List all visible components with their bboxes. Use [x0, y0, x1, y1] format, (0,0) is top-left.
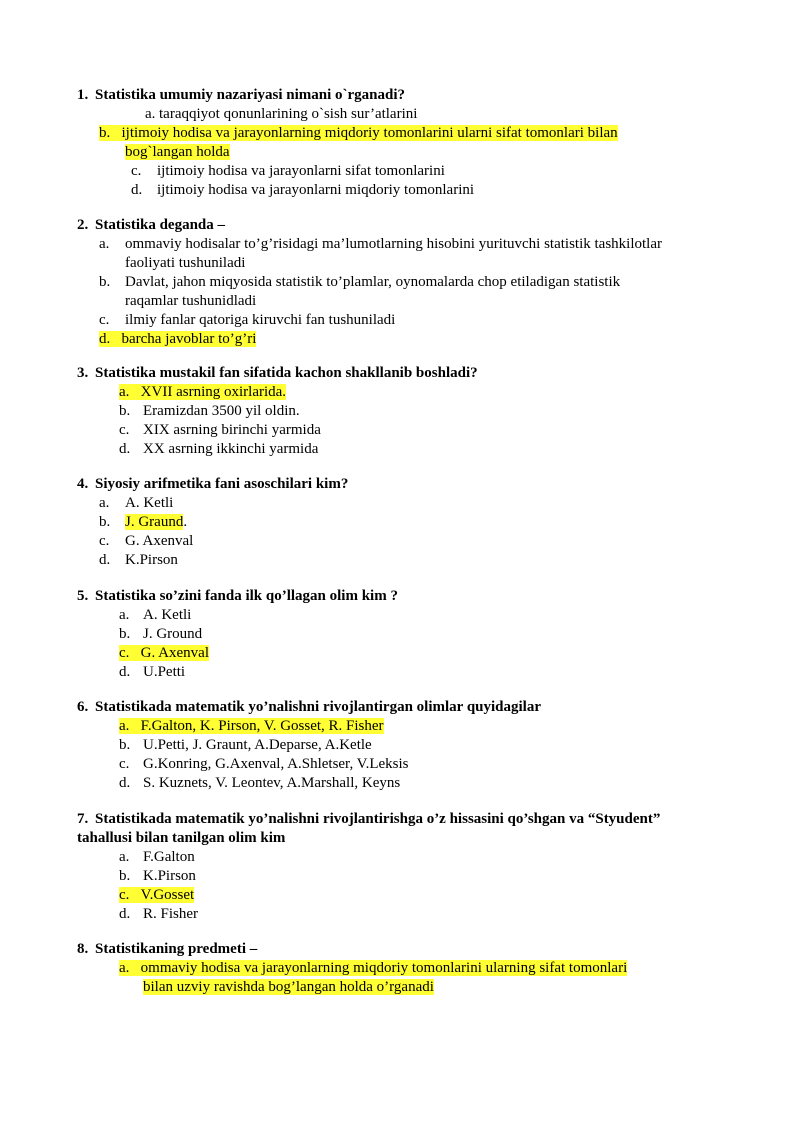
question-text: Siyosiy arifmetika fani asoschilari kim? [95, 476, 349, 492]
option-letter: c. [119, 756, 130, 772]
option-d [119, 774, 737, 793]
question-text: Statistika mustakil fan sifatida kachon shakllanib boshladi? [95, 365, 478, 381]
question-title [77, 475, 737, 494]
option-text: XIX asrning birinchi yarmida [143, 422, 321, 438]
question-1 [77, 86, 737, 200]
option-text: A. Ketli [125, 495, 174, 511]
question-title [77, 810, 737, 829]
option-d [119, 663, 737, 682]
option-b [119, 625, 737, 644]
option-letter: b. [119, 737, 131, 753]
option-letter: b. [119, 403, 131, 419]
question-number: 2. [77, 217, 89, 233]
option-text: G. Axenval [125, 533, 194, 549]
option-letter: d. [119, 441, 131, 457]
question-title [77, 940, 737, 959]
option-text-continuation: faoliyati tushuniladi [125, 255, 246, 271]
option-b [119, 402, 737, 421]
option-letter: b. [119, 626, 131, 642]
option-text: XX asrning ikkinchi yarmida [143, 441, 319, 457]
option-d [99, 330, 737, 349]
option-letter: a. [119, 849, 130, 865]
option-text: K.Pirson [143, 868, 196, 884]
option-text: ijtimoiy hodisa va jarayonlarni sifat tomonlarini [157, 163, 445, 179]
option-letter: d. [119, 906, 131, 922]
option-letter: b. [99, 274, 111, 290]
option-text: taraqqiyot qonunlarining o`sish sur’atlarini [159, 106, 418, 122]
option-c [119, 644, 737, 663]
question-title [77, 587, 737, 606]
question-text: Statistika deganda – [95, 217, 226, 233]
question-title [77, 698, 737, 717]
option-letter: a. [119, 607, 130, 623]
question-4 [77, 475, 737, 570]
question-title-continuation: tahallusi bilan tanilgan olim kim [77, 830, 286, 846]
option-b [99, 124, 737, 162]
option-text: K.Pirson [125, 552, 178, 568]
question-number: 7. [77, 811, 89, 827]
option-letter: b. [99, 125, 111, 141]
question-6 [77, 698, 737, 793]
option-b [119, 867, 737, 886]
option-text: U.Petti [143, 664, 186, 680]
option-text: ijtimoiy hodisa va jarayonlarning miqdoriy tomonlarini ularni sifat tomonlari bilan [121, 125, 618, 141]
option-letter: c. [119, 422, 130, 438]
option-a [119, 959, 737, 997]
question-number: 6. [77, 699, 89, 715]
option-b [99, 273, 737, 311]
question-text: Statistika so’zini fanda ilk qo’llagan olim kim ? [95, 588, 398, 604]
option-text: ilmiy fanlar qatoriga kiruvchi fan tushuniladi [125, 312, 396, 328]
question-text: Statistikaning predmeti – [95, 941, 258, 957]
option-a [119, 383, 737, 402]
option-d [119, 440, 737, 459]
option-letter: a. [99, 495, 110, 511]
option-letter: d. [131, 182, 143, 198]
option-text: S. Kuznets, V. Leontev, A.Marshall, Keyns [143, 775, 401, 791]
question-text: Statistika umumiy nazariyasi nimani o`rganadi? [95, 87, 406, 103]
option-a [99, 235, 737, 273]
option-d [99, 551, 737, 570]
option-text: A. Ketli [143, 607, 192, 623]
option-letter: d. [119, 775, 131, 791]
question-8 [77, 940, 737, 997]
option-c [99, 532, 737, 551]
option-letter: a. [119, 718, 130, 734]
option-text-continuation: bog`langan holda [125, 144, 230, 160]
option-text: G.Konring, G.Axenval, A.Shletser, V.Leksis [143, 756, 409, 772]
question-3 [77, 364, 737, 459]
option-text-continuation: raqamlar tushunidladi [125, 293, 257, 309]
option-letter: c. [99, 533, 110, 549]
option-a [119, 606, 737, 625]
question-title [77, 86, 737, 105]
option-text: V.Gosset [140, 887, 195, 903]
question-number: 3. [77, 365, 89, 381]
option-text: F.Galton, K. Pirson, V. Gosset, R. Fisher [140, 718, 384, 734]
question-number: 1. [77, 87, 89, 103]
option-text: barcha javoblar to’g’ri [121, 331, 257, 347]
question-number: 5. [77, 588, 89, 604]
option-text: ommaviy hodisa va jarayonlarning miqdoriy tomonlarini ularning sifat tomonlari [140, 960, 628, 976]
option-text: ijtimoiy hodisa va jarayonlarni miqdoriy tomonlarini [157, 182, 475, 198]
option-c [119, 755, 737, 774]
option-c [131, 162, 737, 181]
option-text: J. Graund [125, 514, 184, 530]
option-text: R. Fisher [143, 906, 199, 922]
option-d [119, 905, 737, 924]
option-text: G. Axenval [140, 645, 209, 661]
option-b [99, 513, 737, 532]
question-title [77, 364, 737, 383]
option-text: U.Petti, J. Graunt, A.Deparse, A.Ketle [143, 737, 372, 753]
option-c [99, 311, 737, 330]
option-letter: c. [119, 887, 130, 903]
option-text-continuation: bilan uzviy ravishda bog’langan holda o’rganadi [143, 979, 434, 995]
question-7 [77, 810, 737, 924]
question-title [77, 216, 737, 235]
option-text: J. Ground [143, 626, 203, 642]
option-text: ommaviy hodisalar to’g’risidagi ma’lumotlarning hisobini yurituvchi statistik tashkilotlar [125, 236, 663, 252]
option-a [99, 494, 737, 513]
question-text: Statistikada matematik yo’nalishni rivojlantirgan olimlar quyidagilar [95, 699, 542, 715]
option-text-suffix: . [183, 514, 188, 530]
option-text: Eramizdan 3500 yil oldin. [143, 403, 300, 419]
question-text: Statistikada matematik yo’nalishni rivojlantirishga o’z hissasini qo’shgan va “Styudent” [95, 811, 661, 827]
option-c [119, 886, 737, 905]
question-5 [77, 587, 737, 682]
option-a [119, 717, 737, 736]
question-number: 8. [77, 941, 89, 957]
question-2 [77, 216, 737, 349]
option-letter: c. [119, 645, 130, 661]
option-letter: c. [99, 312, 110, 328]
option-letter: b. [119, 868, 131, 884]
option-a [119, 848, 737, 867]
option-letter: d. [99, 331, 111, 347]
question-number: 4. [77, 476, 89, 492]
option-text: F.Galton [143, 849, 195, 865]
option-text: Davlat, jahon miqyosida statistik to’plamlar, oynomalarda chop etiladigan statistik [125, 274, 621, 290]
option-d [131, 181, 737, 200]
option-c [119, 421, 737, 440]
option-letter: b. [99, 514, 111, 530]
option-letter: d. [99, 552, 111, 568]
option-a [145, 105, 737, 124]
option-letter: c. [131, 163, 142, 179]
option-letter: a. [119, 960, 130, 976]
option-letter: a. [99, 236, 110, 252]
option-text: XVII asrning oxirlarida. [140, 384, 287, 400]
option-letter: a. [145, 106, 156, 122]
option-letter: d. [119, 664, 131, 680]
option-b [119, 736, 737, 755]
option-letter: a. [119, 384, 130, 400]
